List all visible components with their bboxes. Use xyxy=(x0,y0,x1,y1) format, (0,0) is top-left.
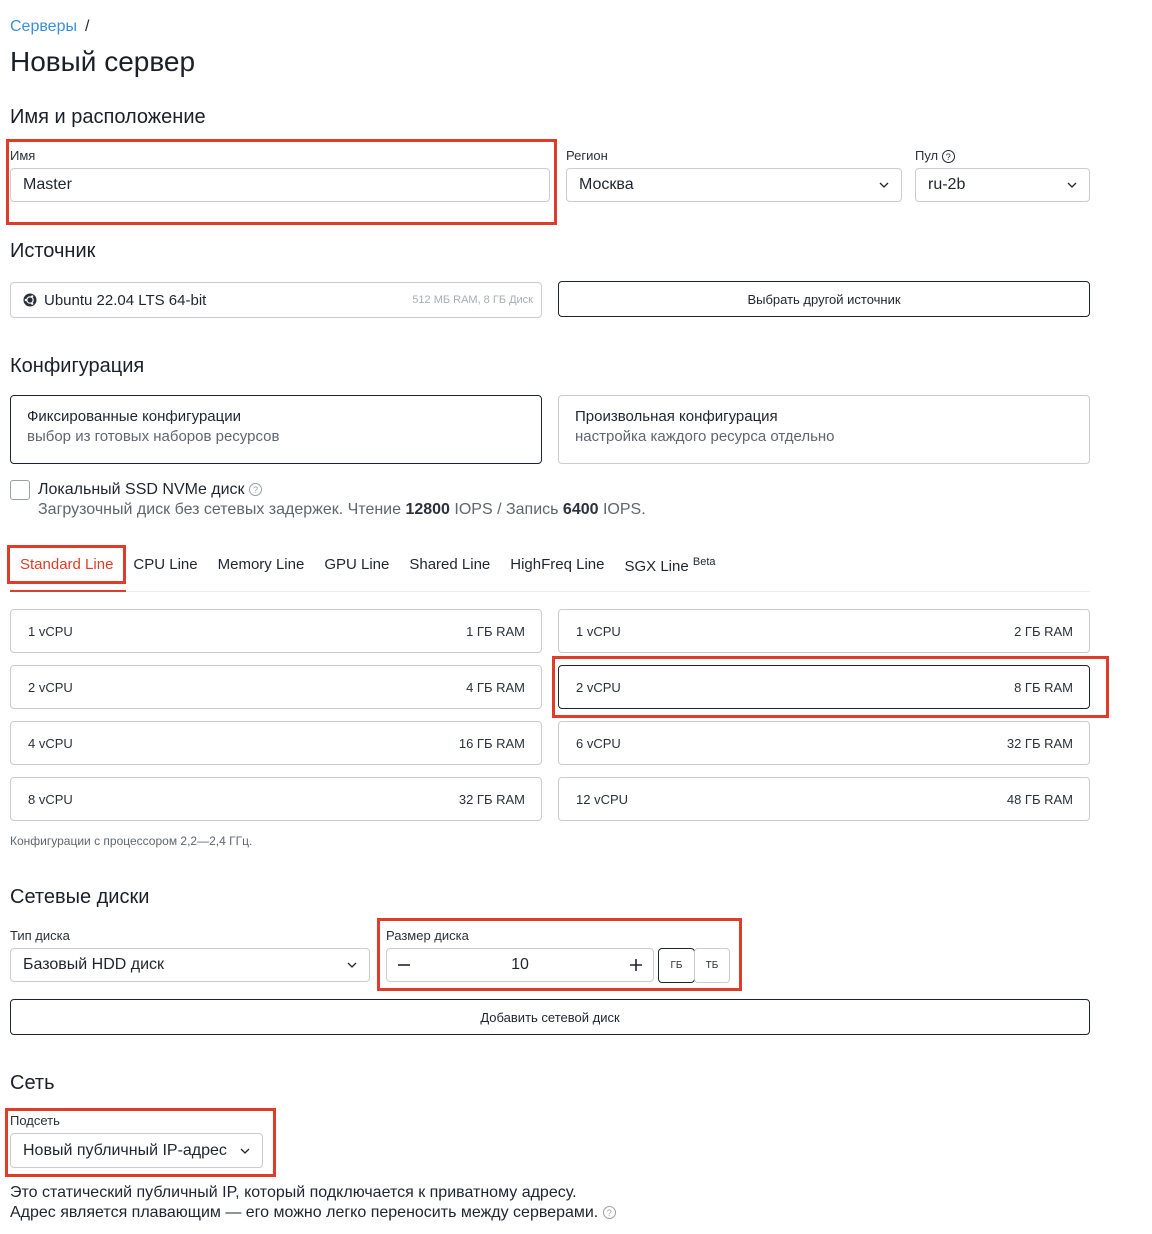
preset-option[interactable] xyxy=(558,777,1090,821)
preset-ram: 32 ГБ RAM xyxy=(458,791,525,807)
preset-cpu: 12 vCPU xyxy=(576,791,629,807)
preset-cpu: 2 vCPU xyxy=(576,679,621,695)
tabs-divider xyxy=(10,591,1090,592)
minus-icon[interactable] xyxy=(397,958,411,972)
network-desc-line2: Адрес является плавающим — его можно легко переносить между серверами. xyxy=(10,1204,599,1221)
ssd-description xyxy=(38,501,646,519)
beta-badge: Beta xyxy=(692,556,716,568)
preset-cpu: 4 vCPU xyxy=(28,735,73,751)
disk-type-select[interactable] xyxy=(10,948,370,982)
chevron-down-icon xyxy=(1067,180,1077,190)
preset-cpu: 2 vCPU xyxy=(28,679,73,695)
ssd-desc-prefix: Загрузочный диск без сетевых задержек. Чтение xyxy=(38,501,406,518)
disk-size-value[interactable]: 10 xyxy=(511,956,529,973)
custom-config-subtitle: настройка каждого ресурса отдельно xyxy=(575,428,835,445)
fixed-config-subtitle: выбор из готовых наборов ресурсов xyxy=(27,428,280,445)
preset-ram: 2 ГБ RAM xyxy=(1014,623,1073,639)
breadcrumb-servers-link[interactable]: Серверы xyxy=(10,18,77,35)
chevron-down-icon xyxy=(240,1146,250,1156)
pool-select-value: ru-2b xyxy=(928,176,966,193)
preset-ram: 4 ГБ RAM xyxy=(466,679,525,695)
region-select-value: Москва xyxy=(579,176,634,193)
preset-cpu: 1 vCPU xyxy=(28,623,73,639)
preset-option[interactable] xyxy=(10,665,542,709)
name-label: Имя xyxy=(10,148,36,163)
network-desc-line1: Это статический публичный IP, который подключается к приватному адресу. xyxy=(10,1184,577,1201)
source-card xyxy=(10,282,542,318)
page-title: Новый сервер xyxy=(10,46,196,77)
tab-cpu-line[interactable]: CPU Line xyxy=(133,556,198,573)
preset-option[interactable] xyxy=(10,777,542,821)
disk-size-label: Размер диска xyxy=(386,928,469,943)
choose-source-button[interactable]: Выбрать другой источник xyxy=(558,281,1090,317)
pool-label: Пул xyxy=(915,148,939,163)
ssd-desc-mid: IOPS / Запись xyxy=(449,501,563,518)
standard-line-highlight xyxy=(7,545,126,584)
fixed-config-card[interactable] xyxy=(10,395,542,464)
tab-sgx-label: SGX Line xyxy=(624,558,689,575)
preset-ram: 1 ГБ RAM xyxy=(466,623,525,639)
ssd-label: Локальный SSD NVMe диск xyxy=(38,481,245,498)
ssd-write-iops: 6400 xyxy=(562,501,599,518)
preset-option[interactable] xyxy=(558,721,1090,765)
source-os-requirements: 512 МБ RAM, 8 ГБ Диск xyxy=(412,294,533,306)
preset-cpu: 6 vCPU xyxy=(576,735,621,751)
section-title-source: Источник xyxy=(10,240,96,262)
unit-gb-button[interactable]: ГБ xyxy=(658,948,695,983)
disk-size-stepper xyxy=(386,948,654,982)
subnet-value: Новый публичный IP-адрес xyxy=(23,1141,227,1159)
section-title-configuration: Конфигурация xyxy=(10,355,145,377)
tab-sgx-line[interactable] xyxy=(624,548,715,583)
preset-ram: 8 ГБ RAM xyxy=(1014,679,1073,695)
disk-type-value: Базовый HDD диск xyxy=(23,956,165,973)
add-network-disk-button[interactable]: Добавить сетевой диск xyxy=(10,999,1090,1035)
section-title-network: Сеть xyxy=(10,1072,55,1094)
section-title-name-location: Имя и расположение xyxy=(10,106,206,128)
subnet-select[interactable] xyxy=(10,1133,263,1168)
fixed-config-title: Фиксированные конфигурации xyxy=(27,408,241,425)
preset-ram: 32 ГБ RAM xyxy=(1006,735,1073,751)
unit-tb-button[interactable]: ТБ xyxy=(694,948,730,983)
preset-cpu: 8 vCPU xyxy=(28,791,73,807)
ssd-read-iops: 12800 xyxy=(405,501,450,518)
plus-icon[interactable] xyxy=(629,958,643,972)
network-description xyxy=(10,1183,616,1223)
disk-type-label: Тип диска xyxy=(10,928,70,943)
selected-preset-highlight xyxy=(552,656,1109,718)
custom-config-title: Произвольная конфигурация xyxy=(575,408,778,425)
tab-memory-line[interactable]: Memory Line xyxy=(217,556,305,573)
network-desc-line2-row xyxy=(10,1203,616,1223)
breadcrumb xyxy=(10,18,89,36)
subnet-label: Подсеть xyxy=(10,1113,60,1128)
presets-note: Конфигурации с процессором 2,2—2,4 ГГц. xyxy=(10,834,253,848)
preset-ram: 16 ГБ RAM xyxy=(458,735,525,751)
section-title-network-disks: Сетевые диски xyxy=(10,886,150,908)
preset-ram: 48 ГБ RAM xyxy=(1006,791,1073,807)
preset-option[interactable] xyxy=(558,609,1090,653)
ssd-checkbox[interactable] xyxy=(10,480,30,500)
preset-option[interactable] xyxy=(10,609,542,653)
tab-gpu-line[interactable]: GPU Line xyxy=(324,556,390,573)
custom-config-card[interactable] xyxy=(558,395,1090,464)
name-input-value: Master xyxy=(23,176,72,193)
pool-help-icon[interactable]: ? xyxy=(942,150,955,163)
network-help-icon[interactable]: ? xyxy=(603,1206,616,1219)
ubuntu-icon xyxy=(23,293,37,307)
preset-option[interactable] xyxy=(10,721,542,765)
tab-highfreq-line[interactable]: HighFreq Line xyxy=(510,556,605,573)
pool-label-row xyxy=(915,148,955,163)
name-input[interactable] xyxy=(10,168,550,202)
pool-select[interactable] xyxy=(915,168,1090,202)
tab-standard-line[interactable]: Standard Line xyxy=(20,556,114,573)
ssd-label-row xyxy=(38,481,262,499)
region-select[interactable] xyxy=(566,168,902,202)
source-os-name: Ubuntu 22.04 LTS 64-bit xyxy=(44,291,207,309)
active-tab-underline xyxy=(10,590,126,592)
preset-cpu: 1 vCPU xyxy=(576,623,621,639)
ssd-desc-suffix: IOPS. xyxy=(598,501,646,518)
ssd-help-icon[interactable]: ? xyxy=(249,483,262,496)
breadcrumb-separator: / xyxy=(84,18,90,35)
chevron-down-icon xyxy=(347,960,357,970)
chevron-down-icon xyxy=(879,180,889,190)
region-label: Регион xyxy=(566,148,608,163)
tab-shared-line[interactable]: Shared Line xyxy=(409,556,491,573)
